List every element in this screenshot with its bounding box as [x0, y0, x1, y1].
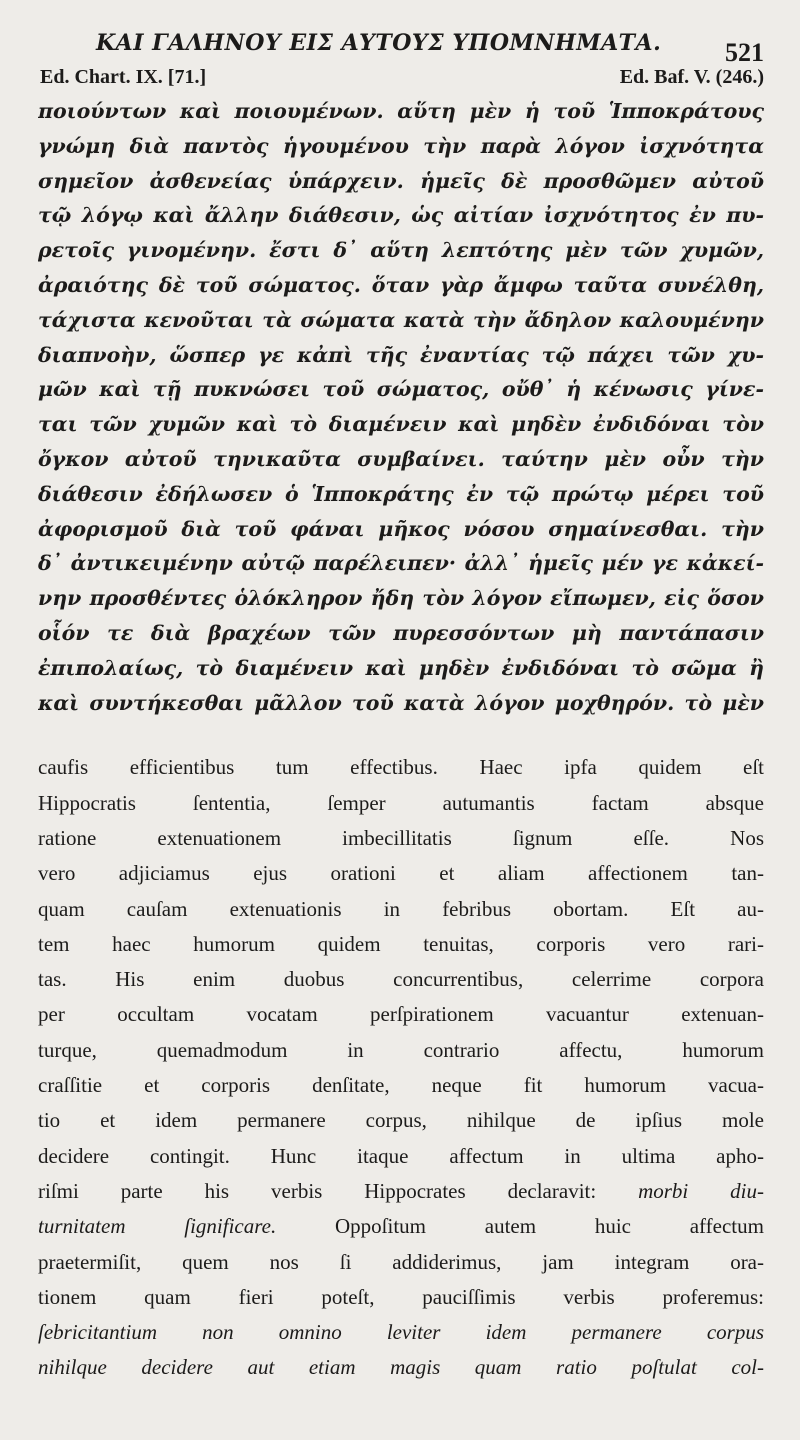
latin-text-line	[38, 962, 764, 997]
latin-text-line	[38, 927, 764, 962]
running-head	[38, 26, 764, 66]
latin-text-line	[38, 1174, 764, 1209]
latin-text-line	[38, 786, 764, 821]
latin-text-segment: decidere contingit. Hunc itaque affectum in ultima apho-	[38, 1143, 764, 1168]
latin-text-segment: riſmi parte his verbis Hippocrates declaravit:	[38, 1178, 639, 1203]
greek-text-line: μῶν καὶ τῇ πυκνώσει τοῦ σώματος, οὔθ᾽ ἡ κένωσις γίνε-	[38, 377, 764, 402]
greek-text-block	[38, 94, 764, 720]
greek-text-line: ρετοῖς γινομένην. ἔστι δ᾽ αὕτη λεπτότης μὲν τῶν χυμῶν,	[38, 238, 764, 263]
latin-text-segment: tionem quam fieri poteſt, pauciſſimis verbis proferemus:	[38, 1284, 764, 1309]
greek-text-line: ὄγκον αὐτοῦ τηνικαῦτα συμβαίνει. ταύτην μὲν οὖν τὴν	[38, 446, 764, 471]
latin-text-line	[38, 892, 764, 927]
greek-text-line: καὶ συντήκεσθαι μᾶλλον τοῦ κατὰ λόγον μοχθηρόν. τὸ μὲν	[38, 690, 764, 715]
latin-italic-segment: ſebricitantium non omnino leviter idem permanere corpus	[38, 1320, 764, 1345]
greek-text-line: τάχιστα κενοῦται τὰ σώματα κατὰ τὴν ἄδηλον καλουμένην	[38, 307, 764, 332]
edition-reference-line	[38, 66, 764, 92]
latin-text-line	[38, 997, 764, 1032]
greek-text-line: τῷ λόγῳ καὶ ἄλλην διάθεσιν, ὡς αἰτίαν ἰσχνότητος ἐν πυ-	[38, 203, 764, 228]
latin-italic-segment: turnitatem ſignificare.	[38, 1214, 277, 1239]
latin-text-line	[38, 1068, 764, 1103]
greek-text-line: ποιούντων καὶ ποιουμένων. αὕτη μὲν ἡ τοῦ Ἱπποκράτους	[38, 99, 764, 123]
latin-text-line	[38, 1315, 764, 1350]
latin-text-segment: per occultam vocatam perſpirationem vacuantur extenuan-	[38, 1002, 764, 1027]
latin-text-segment: tem haec humorum quidem tenuitas, corporis vero rari-	[38, 931, 764, 956]
edition-reference-chartier: Ed. Chart. IX. [71.]	[40, 66, 207, 88]
greek-text-line: γνώμη διὰ παντὸς ἡγουμένου τὴν παρὰ λόγον ἰσχνότητα	[38, 133, 764, 158]
latin-text-segment: Hippocratis ſententia, ſemper autumantis factam absque	[38, 790, 764, 815]
latin-text-line	[38, 821, 764, 856]
greek-text-line: ται τῶν χυμῶν καὶ τὸ διαμένειν καὶ μηδὲν ἐνδιδόναι τὸν	[38, 412, 764, 437]
latin-text-line	[38, 1209, 764, 1244]
latin-text-line	[38, 1280, 764, 1315]
greek-text-line: ἀραιότης δὲ τοῦ σώματος. ὅταν γὰρ ἄμφω ταῦτα συνέλθη,	[38, 272, 764, 297]
latin-text-segment: ratione extenuationem imbecillitatis ſignum eſſe. Nos	[38, 825, 764, 850]
latin-text-line	[38, 1103, 764, 1138]
latin-translation-block	[38, 750, 764, 1385]
latin-text-line	[38, 1350, 764, 1385]
latin-text-line	[38, 856, 764, 891]
greek-text-line: σημεῖον ἀσθενείας ὑπάρχειν. ἡμεῖς δὲ προσθῶμεν αὐτοῦ	[38, 168, 764, 193]
latin-text-line	[38, 1033, 764, 1068]
page-number: 521	[725, 38, 764, 67]
latin-text-segment: craſſitie et corporis denſitate, neque fit humorum vacua-	[38, 1073, 764, 1098]
latin-text-line	[38, 1139, 764, 1174]
latin-text-line	[38, 750, 764, 785]
latin-text-segment: tas. His enim duobus concurrentibus, celerrime corpora	[38, 967, 764, 992]
greek-text-line: οἷόν τε διὰ βραχέων τῶν πυρεσσόντων μὴ παντάπασιν	[38, 620, 764, 645]
greek-text-line: ἐπιπολαίως, τὸ διαμένειν καὶ μηδὲν ἐνδιδόναι τὸ σῶμα ἢ	[38, 655, 764, 680]
latin-text-line	[38, 1245, 764, 1280]
latin-text-segment: turque, quemadmodum in contrario affectu, humorum	[38, 1037, 764, 1062]
latin-text-segment: caufis efficientibus tum effectibus. Haec ipfa quidem eſt	[38, 755, 764, 780]
greek-text-line: δ᾽ ἀντικειμένην αὐτῷ παρέλειπεν· ἀλλ᾽ ἡμεῖς μέν γε κἀκεί-	[38, 551, 764, 576]
running-title: ΚΑΙ ΓΑΛΗΝΟΥ ΕΙΣ ΑΥΤΟΥΣ ΥΠΟΜΝΗΜΑΤΑ.	[96, 30, 662, 56]
greek-text-line: διάθεσιν ἐδήλωσεν ὁ Ἱπποκράτης ἐν τῷ πρώτῳ μέρει τοῦ	[38, 481, 764, 506]
latin-italic-segment: nihilque decidere aut etiam magis quam ratio poſtulat col-	[38, 1355, 764, 1380]
greek-text-line: διαπνοὴν, ὥσπερ γε κἀπὶ τῆς ἐναντίας τῷ πάχει τῶν χυ-	[38, 342, 764, 367]
greek-text-line: νην προσθέντες ὁλόκληρον ἤδη τὸν λόγον εἴπωμεν, εἰς ὅσον	[38, 586, 764, 611]
edition-reference-basel: Ed. Baf. V. (246.)	[619, 66, 764, 88]
latin-italic-segment: morbi diu-	[638, 1178, 764, 1203]
latin-text-segment: tio et idem permanere corpus, nihilque de ipſius mole	[38, 1108, 764, 1133]
latin-text-segment: praetermiſit, quem nos ſi addiderimus, jam integram ora-	[38, 1249, 764, 1274]
greek-text-line: ἀφορισμοῦ διὰ τοῦ φάναι μῆκος νόσου σημαίνεσθαι. τὴν	[38, 516, 764, 541]
latin-text-segment: quam cauſam extenuationis in febribus obortam. Eſt au-	[38, 896, 764, 921]
latin-text-segment: Oppoſitum autem huic affectum	[276, 1214, 764, 1239]
latin-text-segment: vero adjiciamus ejus orationi et aliam affectionem tan-	[38, 861, 764, 886]
